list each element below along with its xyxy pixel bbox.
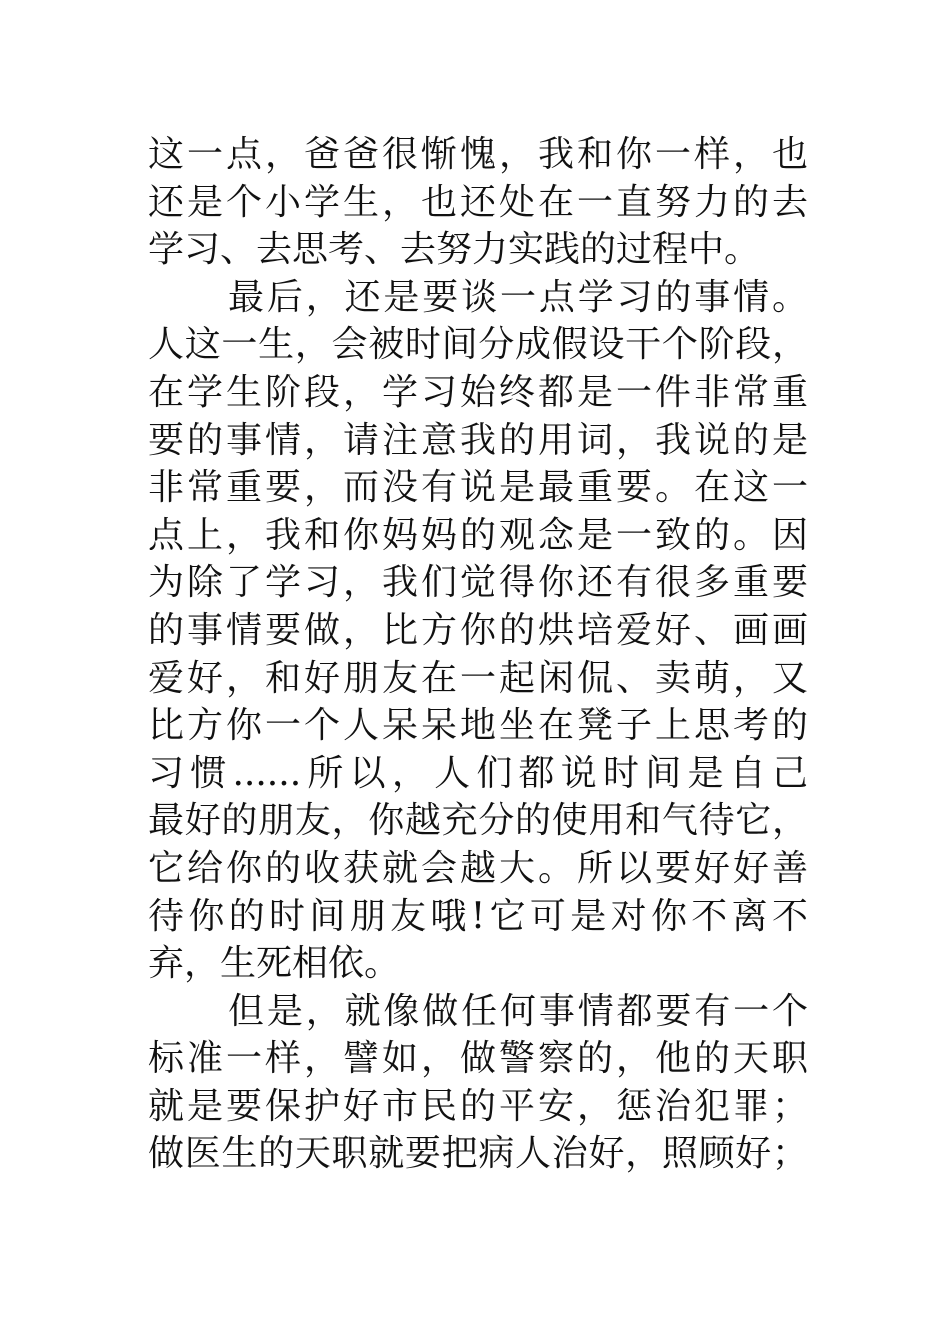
text-line: 人这一生，会被时间分成假设干个阶段， bbox=[148, 324, 808, 366]
text-line: 点上，我和你妈妈的观念是一致的。因 bbox=[148, 514, 808, 556]
text-line: 爱好，和好朋友在一起闲侃、卖萌，又 bbox=[148, 657, 808, 699]
text-line: 最好的朋友，你越充分的使用和气待它， bbox=[148, 800, 808, 842]
text-line: 学习、去思考、去努力实践的过程中。 bbox=[148, 229, 761, 271]
text-line: 比方你一个人呆呆地坐在凳子上思考的 bbox=[148, 705, 808, 747]
text-line: 还是个小学生，也还处在一直努力的去 bbox=[148, 181, 808, 223]
text-line: 标准一样，譬如，做警察的，他的天职 bbox=[148, 1038, 808, 1080]
text-line: 它给你的收获就会越大。所以要好好善 bbox=[148, 847, 808, 889]
text-line: 要的事情，请注意我的用词，我说的是 bbox=[148, 419, 808, 461]
text-line: 弃，生死相依。 bbox=[148, 943, 401, 985]
text-line: 就是要保护好市民的平安，惩治犯罪； bbox=[148, 1085, 808, 1127]
text-line: 在学生阶段，学习始终都是一件非常重 bbox=[148, 371, 808, 413]
text-line: 做医生的天职就要把病人治好，照顾好； bbox=[148, 1133, 808, 1175]
text-line: 这一点，爸爸很惭愧，我和你一样，也 bbox=[148, 134, 808, 175]
text-line: 非常重要，而没有说是最重要。在这一 bbox=[148, 467, 808, 509]
text-line: 为除了学习，我们觉得你还有很多重要 bbox=[148, 562, 808, 604]
text-line: 但是，就像做任何事情都要有一个 bbox=[228, 990, 808, 1032]
text-line: 待你的时间朋友哦!它可是对你不离不 bbox=[148, 895, 808, 937]
text-line: 最后，还是要谈一点学习的事情。 bbox=[228, 276, 808, 318]
text-line: 的事情要做，比方你的烘培爱好、画画 bbox=[148, 609, 808, 651]
body-text bbox=[148, 131, 808, 1178]
text-line: 习惯......所以，人们都说时间是自己 bbox=[148, 752, 808, 794]
